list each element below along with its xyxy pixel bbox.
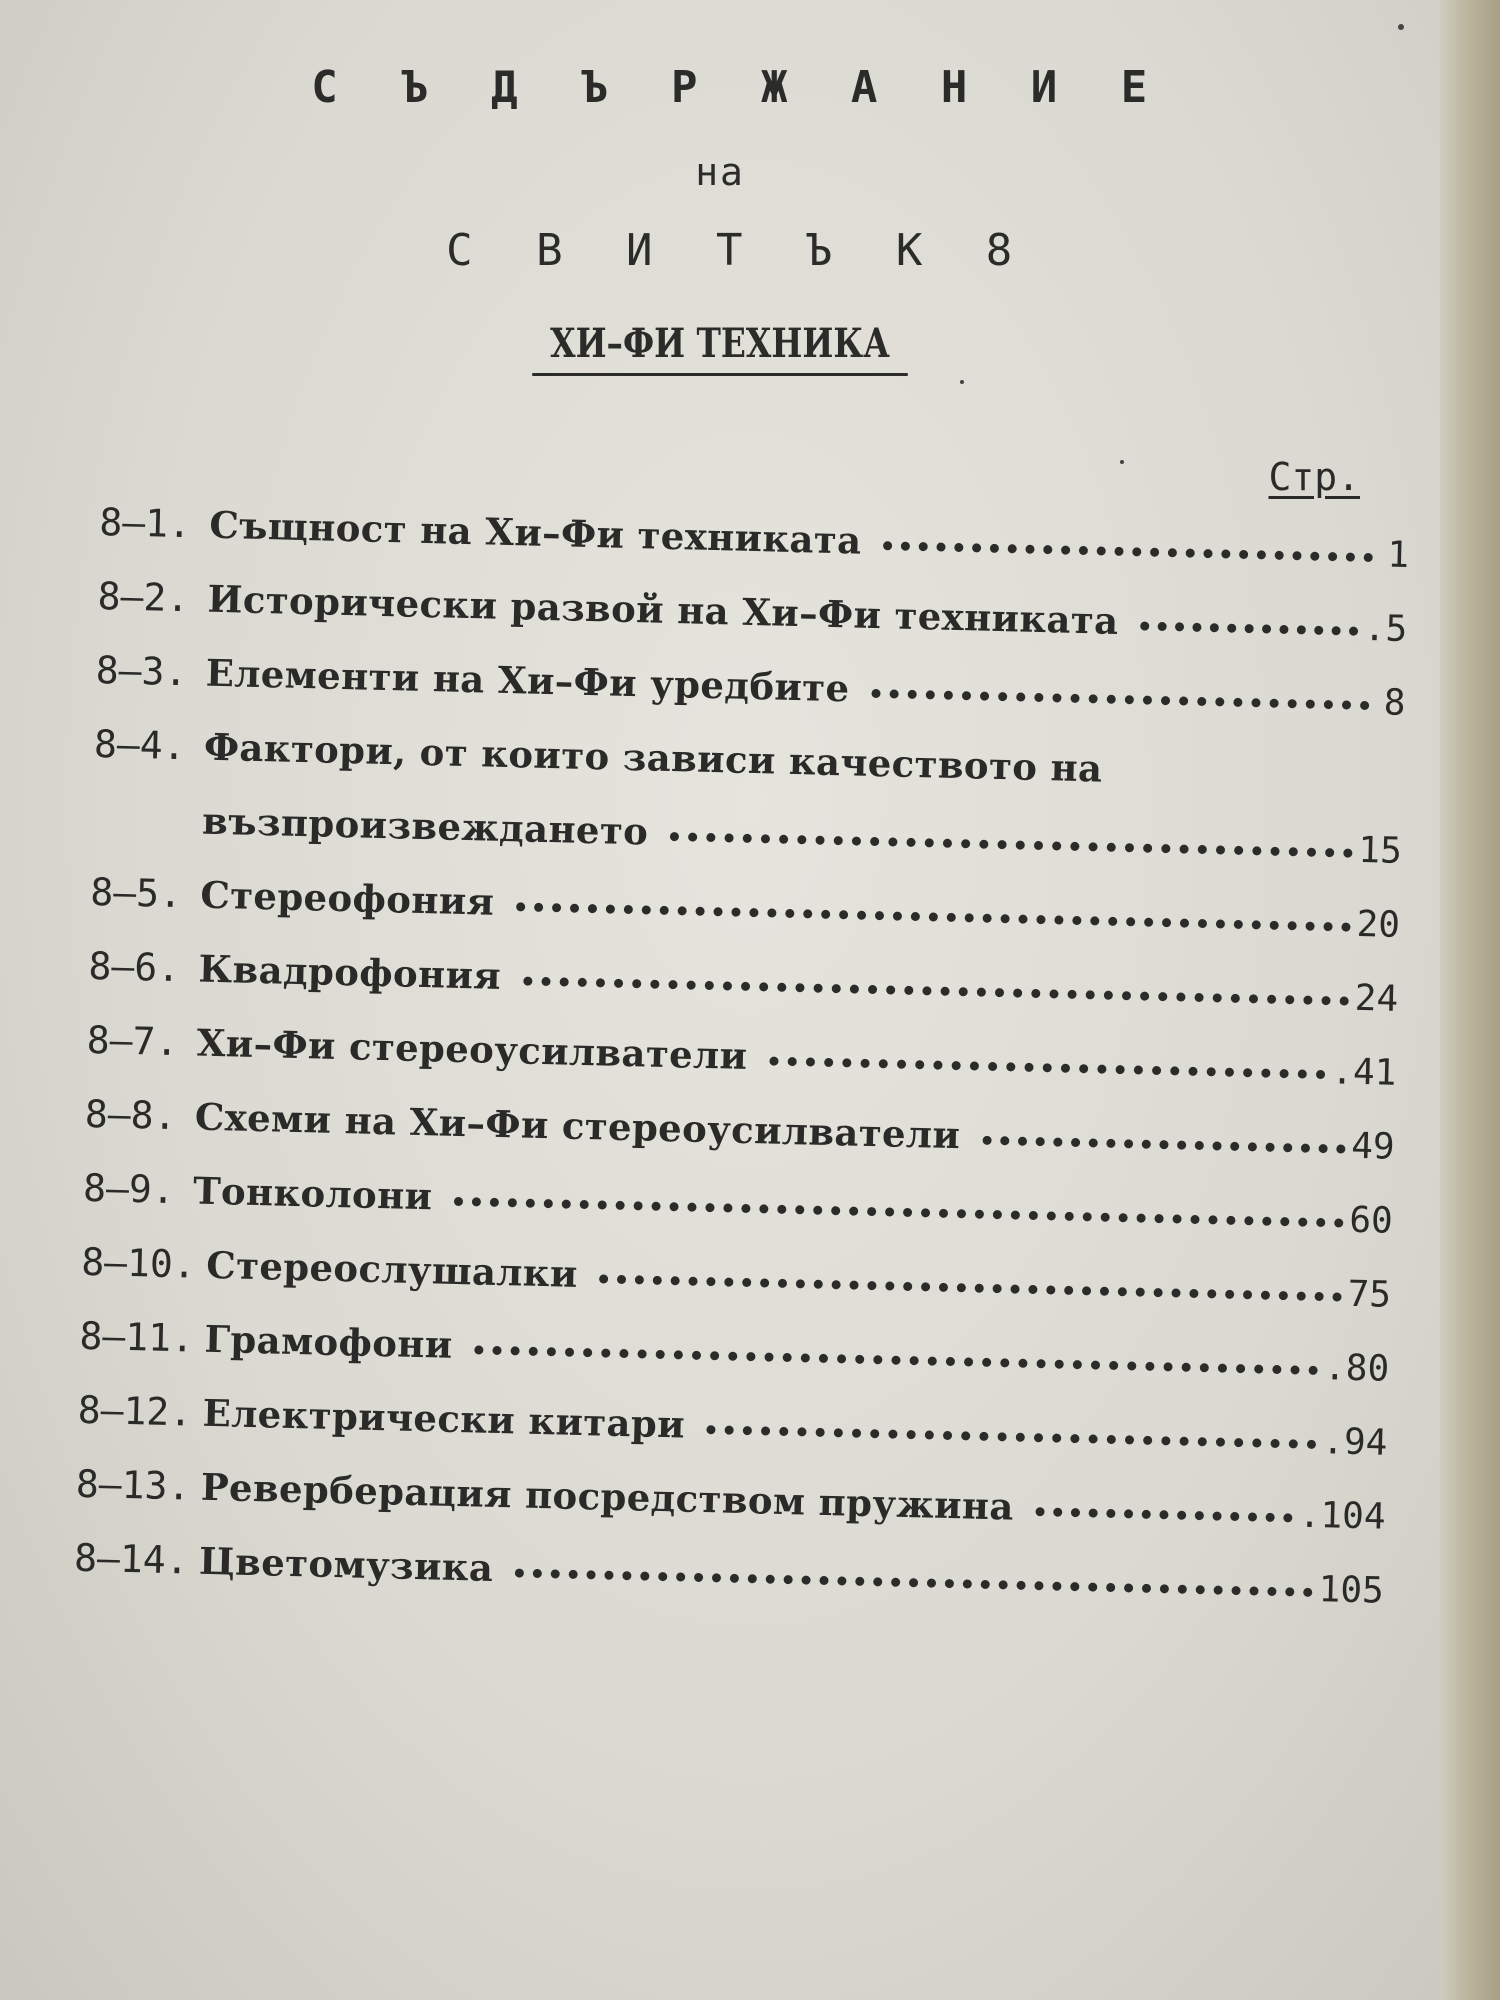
entry-page: .80 <box>1323 1347 1390 1390</box>
entry-title: Стереослушалки <box>205 1242 579 1296</box>
entry-number: 8–9. <box>82 1165 176 1213</box>
entry-title: Фактори, от които зависи качеството на <box>203 724 1103 791</box>
entry-page: 105 <box>1318 1569 1385 1612</box>
entry-title: Стереофония <box>199 872 495 924</box>
entry-page: 20 <box>1356 903 1401 946</box>
table-of-contents <box>73 500 1410 1642</box>
entry-number: 8–4. <box>93 721 187 769</box>
dot-leader <box>599 1274 1341 1301</box>
dot-leader <box>769 1057 1325 1080</box>
dot-leader <box>1140 621 1358 635</box>
entry-number: 8–7. <box>86 1017 179 1065</box>
entry-number: 8–5. <box>89 869 183 917</box>
entry-title: Елементи на Хи–Фи уредбите <box>205 650 850 711</box>
dot-leader <box>523 976 1349 1005</box>
dot-leader <box>871 689 1369 710</box>
entry-title: Исторически развой на Хи–Фи техниката <box>207 576 1120 643</box>
dot-leader <box>474 1345 1318 1375</box>
entry-title: Схеми на Хи–Фи стереоусилватели <box>194 1094 961 1158</box>
entry-number: 8–12. <box>77 1387 193 1435</box>
dot-leader <box>670 832 1353 858</box>
subject-heading <box>130 320 1311 376</box>
entry-title: Грамофони <box>203 1316 454 1367</box>
page-column-label: Стр. <box>1268 455 1360 499</box>
dot-leader <box>454 1197 1343 1228</box>
volume-label: С В И Т Ъ К 8 <box>446 225 1031 276</box>
entry-number: 8–8. <box>84 1091 178 1139</box>
entry-number: 8–3. <box>95 647 188 695</box>
dot-leader <box>1036 1507 1293 1522</box>
paper-speck <box>1120 460 1124 464</box>
entry-page: 8 <box>1383 682 1406 724</box>
dot-leader <box>516 902 1351 931</box>
entry-number: 8–14. <box>73 1535 190 1583</box>
entry-title: Цветомузика <box>198 1538 494 1590</box>
document-title: С Ъ Д Ъ Р Ж А Н И Е <box>311 62 1166 113</box>
entry-title: Електрически китари <box>202 1390 686 1447</box>
entry-number: 8–6. <box>88 943 181 991</box>
entry-page: .94 <box>1321 1421 1388 1464</box>
entry-page: 60 <box>1348 1199 1394 1242</box>
paper-speck <box>1398 24 1404 30</box>
entry-title: Тонколони <box>192 1168 433 1219</box>
entry-number: 8–10. <box>80 1239 197 1287</box>
entry-page: 49 <box>1350 1125 1396 1168</box>
entry-page: 15 <box>1357 829 1403 872</box>
paper-speck <box>960 380 964 384</box>
entry-title: Квадрофония <box>198 946 502 998</box>
entry-title: Хи–Фи стереоусилватели <box>196 1020 748 1078</box>
entry-page: 24 <box>1354 977 1399 1020</box>
dot-leader <box>883 541 1373 562</box>
page-edge <box>1440 0 1500 2000</box>
entry-page: .104 <box>1298 1494 1387 1538</box>
entry-page: .5 <box>1363 607 1408 650</box>
entry-number: 8–1. <box>98 500 192 547</box>
dot-leader <box>515 1568 1313 1596</box>
subject-heading-text: ХИ–ФИ ТЕХНИКА <box>532 320 908 376</box>
entry-number: 8–11. <box>79 1313 195 1361</box>
entry-page: .41 <box>1330 1051 1397 1094</box>
dot-leader <box>982 1136 1345 1154</box>
entry-title: Същност на Хи–Фи техниката <box>208 502 863 563</box>
dot-leader <box>707 1425 1317 1449</box>
title-connector: на <box>695 150 745 194</box>
entry-title: Реверберация посредством пружина <box>200 1464 1015 1529</box>
entry-page: 75 <box>1347 1273 1392 1316</box>
entry-number: 8–2. <box>97 573 190 621</box>
entry-title-continuation: възпроизвеждането <box>201 798 649 854</box>
entry-page: 1 <box>1386 534 1410 576</box>
entry-number: 8–13. <box>75 1461 191 1509</box>
